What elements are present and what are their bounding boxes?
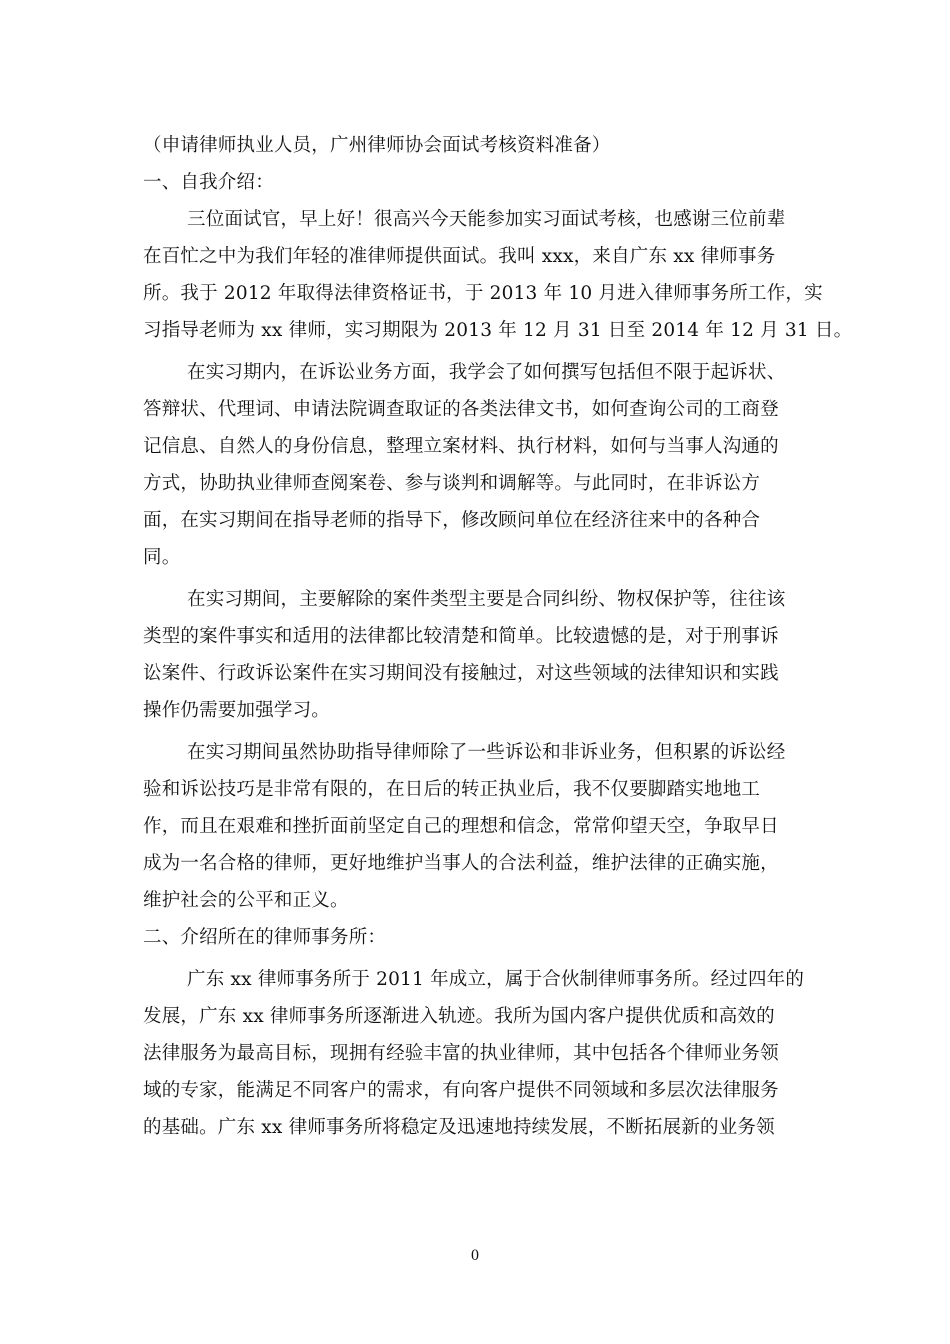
- section-1-paragraph-4: [143, 739, 805, 924]
- paragraph-line: 域的专家，能满足不同客户的需求，有向客户提供不同领域和多层次法律服务: [143, 1080, 779, 1101]
- paragraph-line: 作，而且在艰难和挫折面前坚定自己的理想和信念，常常仰望天空，争取早日: [143, 816, 779, 837]
- paragraph-line: 维护社会的公平和正义。: [143, 890, 349, 911]
- section-1-paragraph-3: [143, 586, 805, 734]
- paragraph-line: 习指导老师为 xx 律师，实习期限为 2013 年 12 月 31 日至 2014 年 12 月 31 日。: [143, 320, 853, 341]
- paragraph-line: 在实习期内，在诉讼业务方面，我学会了如何撰写包括但不限于起诉状、: [187, 362, 786, 383]
- document-body: [143, 132, 853, 1151]
- section-2-heading: 二、介绍所在的律师事务所：: [143, 927, 387, 948]
- paragraph-line: 在实习期间虽然协助指导律师除了一些诉讼和非诉业务，但积累的诉讼经: [187, 742, 786, 763]
- paragraph-line: 在百忙之中为我们年轻的准律师提供面试。我叫 xxx，来自广东 xx 律师事务: [143, 246, 776, 267]
- section-1-heading: 一、自我介绍：: [143, 172, 274, 193]
- paragraph-line: 记信息、自然人的身份信息，整理立案材料、执行材料，如何与当事人沟通的: [143, 436, 779, 457]
- page-number: 0: [471, 1247, 479, 1264]
- section-2-paragraph-1: [143, 966, 805, 1151]
- header-note: （申请律师执业人员，广州律师协会面试考核资料准备）: [143, 135, 611, 156]
- paragraph-line: 类型的案件事实和适用的法律都比较清楚和简单。比较遗憾的是，对于刑事诉: [143, 626, 779, 647]
- paragraph-line: 操作仍需要加强学习。: [143, 700, 331, 721]
- paragraph-line: 方式，协助执业律师查阅案卷、参与谈判和调解等。与此同时，在非诉讼方: [143, 473, 761, 494]
- paragraph-line: 讼案件、行政诉讼案件在实习期间没有接触过，对这些领域的法律知识和实践: [143, 663, 779, 684]
- paragraph-line: 所。我于 2012 年取得法律资格证书，于 2013 年 10 月进入律师事务所工作，实: [143, 283, 823, 304]
- paragraph-line: 成为一名合格的律师，更好地维护当事人的合法利益，维护法律的正确实施，: [143, 853, 779, 874]
- paragraph-line: 法律服务为最高目标，现拥有经验丰富的执业律师，其中包括各个律师业务领: [143, 1043, 779, 1064]
- paragraph-line: 答辩状、代理词、申请法院调查取证的各类法律文书，如何查询公司的工商登: [143, 399, 779, 420]
- paragraph-line: 验和诉讼技巧是非常有限的，在日后的转正执业后，我不仅要脚踏实地地工: [143, 779, 761, 800]
- paragraph-line: 三位面试官，早上好！很高兴今天能参加实习面试考核，也感谢三位前辈: [187, 209, 786, 230]
- section-1-paragraph-2: [143, 359, 805, 581]
- section-1-paragraph-1: [143, 206, 853, 354]
- paragraph-line: 面，在实习期间在指导老师的指导下，修改顾问单位在经济往来中的各种合: [143, 510, 761, 531]
- paragraph-line: 广东 xx 律师事务所于 2011 年成立，属于合伙制律师事务所。经过四年的: [187, 969, 805, 990]
- paragraph-line: 的基础。广东 xx 律师事务所将稳定及迅速地持续发展，不断拓展新的业务领: [143, 1117, 775, 1138]
- paragraph-line: 同。: [143, 547, 181, 568]
- paragraph-line: 发展，广东 xx 律师事务所逐渐进入轨迹。我所为国内客户提供优质和高效的: [143, 1006, 775, 1027]
- paragraph-line: 在实习期间，主要解除的案件类型主要是合同纠纷、物权保护等，往往该: [187, 589, 786, 610]
